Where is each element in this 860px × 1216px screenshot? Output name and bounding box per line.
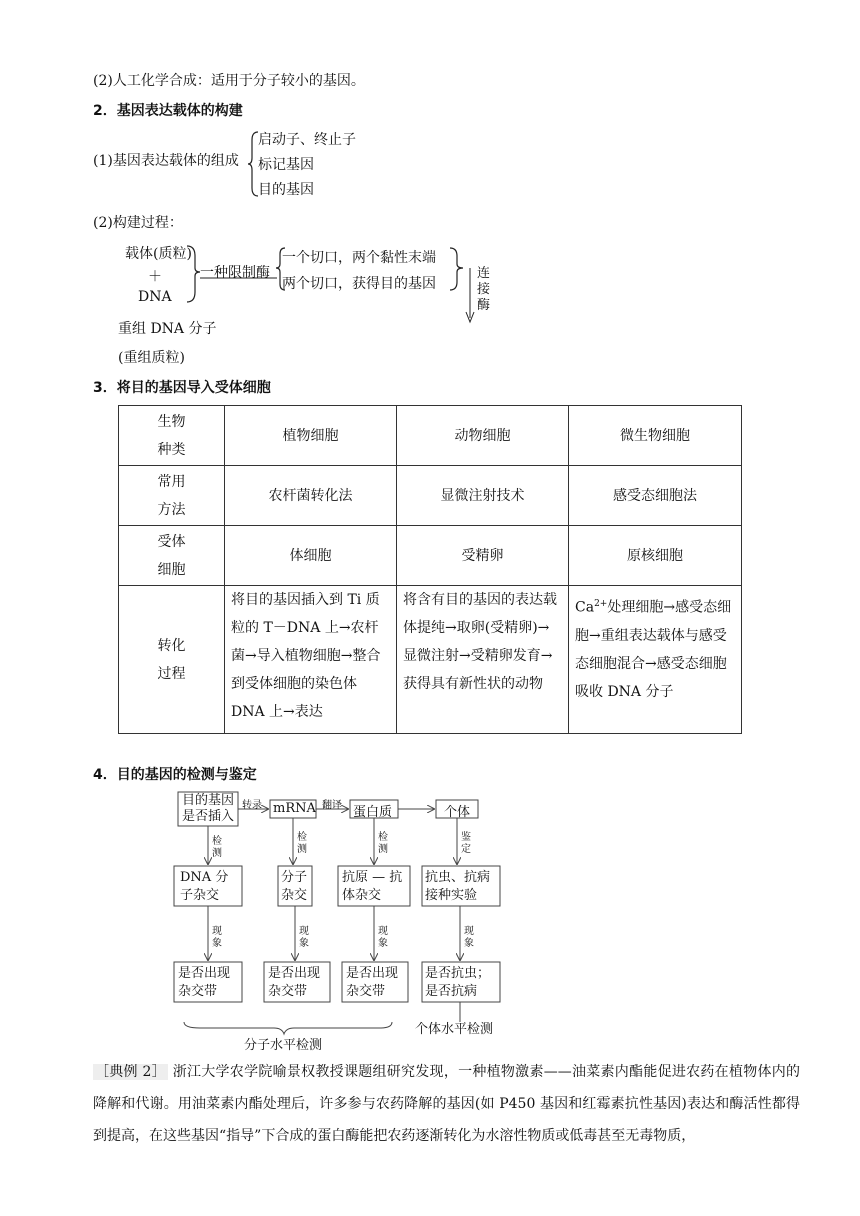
flow-box-mrna: mRNA xyxy=(273,801,316,816)
flow-label-detect: 检 测 xyxy=(297,832,307,855)
build-process-label: (2)构建过程： xyxy=(93,215,183,231)
flow-box-band: 是否出现 杂交带 xyxy=(346,966,399,999)
text-line-chem-synthesis: (2)人工化学合成：适用于分子较小的基因。 xyxy=(93,73,365,89)
flow-box-antigen-antibody: 抗原 — 抗 体杂交 xyxy=(342,870,403,903)
flow-label-individual-level: 个体水平检测 xyxy=(415,1022,494,1037)
heading-vector-construction: 2．基因表达载体的构建 xyxy=(93,103,243,119)
detection-flow-diagram xyxy=(160,786,520,1046)
flow-box-band: 是否出现 杂交带 xyxy=(268,966,321,999)
build-ligase: 连 接 酶 xyxy=(477,266,491,313)
example-tag: ［典例 2］ xyxy=(95,1064,166,1080)
composition-item-marker: 标记基因 xyxy=(258,157,314,173)
flow-box-inserted: 目的基因 是否插入 xyxy=(182,793,235,824)
build-vector: 载体(质粒) xyxy=(125,246,192,262)
table-cell-animal-process: 将含有目的基因的表达载体提纯→取卵(受精卵)→显微注射→受精卵发育→获得具有新性状的动物 xyxy=(397,586,569,734)
flow-label-identify: 鉴 定 xyxy=(461,832,471,855)
build-result-plasmid: (重组质粒) xyxy=(118,350,185,366)
heading-introduce-target-gene: 3．将目的基因导入受体细胞 xyxy=(93,380,271,396)
build-enzyme: 一种限制酶 xyxy=(200,265,270,281)
flow-label-phenomenon: 现 象 xyxy=(378,926,388,949)
flow-label-phenomenon: 现 象 xyxy=(299,926,309,949)
table-row-head: 转化 过程 xyxy=(119,586,225,734)
table-cell: 原核细胞 xyxy=(569,526,742,586)
build-dna: DNA xyxy=(138,289,172,305)
composition-item-target: 目的基因 xyxy=(258,182,314,198)
flow-arrow-transcription: 转录 xyxy=(242,800,262,811)
table-row xyxy=(119,526,742,586)
table-cell-microbe-process: $Ca^{2+}$处理细胞→感受态细胞→重组表达载体与感受态细胞混合→感受态细胞吸收 DNA 分子 xyxy=(569,586,742,734)
flow-box-dna-hybrid: DNA 分 子杂交 xyxy=(180,870,229,903)
flow-box-molecular-hybrid: 分子 杂交 xyxy=(281,870,308,903)
flow-arrow-translation: 翻译 xyxy=(322,800,342,811)
composition-label: (1)基因表达载体的组成 xyxy=(93,153,239,169)
flow-box-inoculation: 抗虫、抗病 接种实验 xyxy=(425,870,491,903)
flow-label-phenomenon: 现 象 xyxy=(212,926,222,949)
flow-label-phenomenon: 现 象 xyxy=(464,926,474,949)
flow-box-resistance: 是否抗虫； 是否抗病 xyxy=(425,966,491,999)
example-paragraph xyxy=(93,1056,800,1152)
build-cut-two: 两个切口，获得目的基因 xyxy=(282,276,436,292)
table-cell: 感受态细胞法 xyxy=(569,466,742,526)
table-row-head: 受体 细胞 xyxy=(119,526,225,586)
table-cell-plant-process: 将目的基因插入到 Ti 质粒的 T－DNA 上→农杆菌→导入植物细胞→整合到受体细胞的染色体 DNA 上→表达 xyxy=(225,586,397,734)
table-cell: 动物细胞 xyxy=(397,406,569,466)
table-cell: 微生物细胞 xyxy=(569,406,742,466)
flow-label-detect: 检 测 xyxy=(212,836,222,859)
flow-box-band: 是否出现 杂交带 xyxy=(178,966,231,999)
build-plus: ＋ xyxy=(148,269,162,285)
table-cell: 农杆菌转化法 xyxy=(225,466,397,526)
table-row xyxy=(119,586,742,734)
composition-item-promoter: 启动子、终止子 xyxy=(258,132,356,148)
flow-label-detect: 检 测 xyxy=(378,832,388,855)
build-result-dna: 重组 DNA 分子 xyxy=(118,321,217,337)
transformation-table xyxy=(118,405,742,734)
flow-box-protein: 蛋白质 xyxy=(353,805,393,820)
table-row-head: 常用 方法 xyxy=(119,466,225,526)
flow-box-individual: 个体 xyxy=(444,805,471,820)
table-row-head: 生物 种类 xyxy=(119,406,225,466)
table-cell: 显微注射技术 xyxy=(397,466,569,526)
example-text: 浙江大学农学院喻景权教授课题组研究发现，一种植物激素——油菜素内酯能促进农药在植物体内的降解和代谢。用油菜素内酯处理后，许多参与农药降解的基因(如 P450 基因和红霉素抗性基因)表达和酶活性都得到提高，在这些基因“指导”下合成的蛋白酶能把农药逐渐转化为水溶性物质或低毒甚至无毒物质， xyxy=(93,1064,801,1144)
heading-detection: 4．目的基因的检测与鉴定 xyxy=(93,767,257,783)
table-cell: 植物细胞 xyxy=(225,406,397,466)
table-row xyxy=(119,406,742,466)
build-cut-one: 一个切口，两个黏性末端 xyxy=(282,250,436,266)
table-row xyxy=(119,466,742,526)
table-cell: 受精卵 xyxy=(397,526,569,586)
table-cell: 体细胞 xyxy=(225,526,397,586)
flow-label-molecular-level: 分子水平检测 xyxy=(244,1038,323,1053)
